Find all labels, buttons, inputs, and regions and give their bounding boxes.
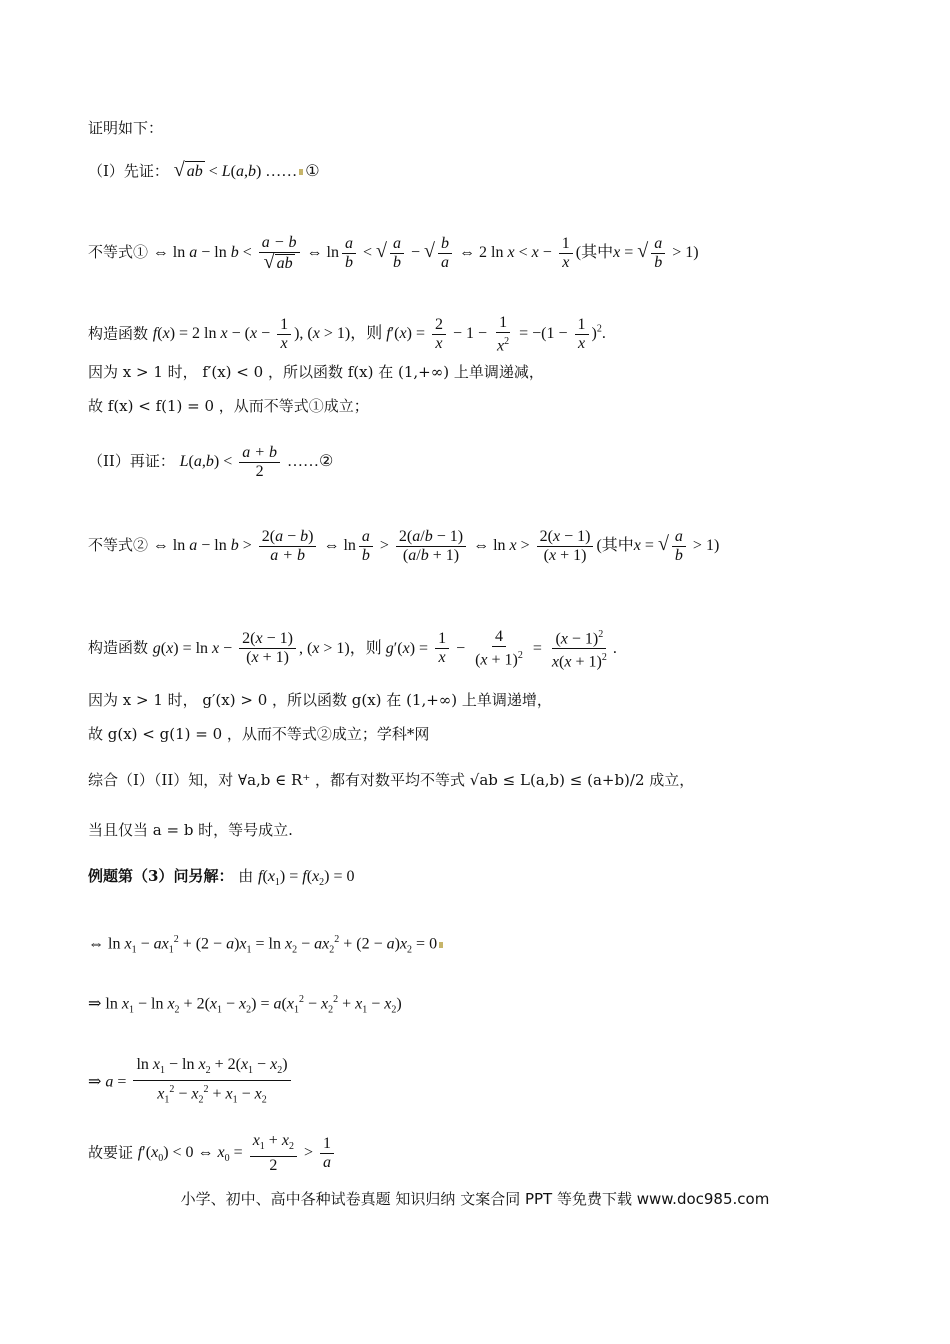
conclusion1-line: 综合（I）（II）知，对 ∀a,b ∈ R⁺ ，都有对数平均不等式 √ab ≤ L(a,b) ≤ (a+b)/2 成立，: [88, 771, 695, 789]
construct1-expr: f(x) = 2 ln x − (x − $\frac{1}{x}$ ), (x > 1)，则 f′(x) = $\frac{2}{x}$ − 1 − $\frac{1}{x^2}$ = −(1 − $\frac{1}{x}$ )$^2$.: [152, 314, 606, 355]
ineq2-label: 不等式②: [88, 536, 149, 555]
part1-line: [88, 160, 320, 182]
example-expr: $f(x_1) = f(x_2) = 0$: [258, 868, 355, 889]
step1-line: ⇔ $\ln x_1 - ax_1^2 + (2 - a)x_1 = \ln x_2 - ax_2^2 + (2 - a)x_2 = 0$: [88, 930, 445, 961]
because1-line: 因为 x > 1 时， f′(x) < 0 ，所以函数 f(x) 在 (1,+∞) 上单调递减，: [88, 363, 544, 381]
ineq1-line: [88, 234, 699, 273]
part2-line: [88, 444, 333, 481]
construct1-label: 构造函数: [88, 324, 149, 343]
ineq2-line: [88, 528, 719, 565]
example-by: 由: [238, 867, 254, 885]
final-label: 故要证: [88, 1143, 134, 1162]
footer-text: 小学、初中、高中各种试卷真题 知识归纳 文案合同 PPT 等免费下载 www.doc985.com: [180, 1190, 770, 1208]
construct2-line: [88, 626, 617, 672]
part1-label: （I）先证：: [88, 162, 169, 180]
ineq1-expr: ⇔ ln a − ln b < $\frac{a - b}{√ ab}$ ⇔ ln $\frac{a}{b}$ < √ $\frac{a}{b}$ − √ $\frac{b}{a}$ ⇔ 2 ln x < x − $\frac{1}{x}$ (其中x = √ $\frac{a}{b}$ > 1): [152, 234, 699, 273]
final-line: [88, 1132, 337, 1175]
part1-expr: √ ab < L(a,b) …… ①: [173, 159, 320, 181]
part2-expr: L(a,b) < $\frac{a + b}{2}$ ……②: [179, 444, 334, 480]
ineq2-expr: ⇔ ln a − ln b > $\frac{2(a - b)}{a + b}$ ⇔ ln $\frac{a}{b}$ > $\frac{2(a/b - 1)}{(a/b + 1)}$ ⇔ ln x > $\frac{2(x - 1)}{(x + 1)}$ (其中x = √ $\frac{a}{b}$ > 1): [152, 528, 720, 564]
construct1-line: [88, 314, 606, 355]
therefore2-line: 故 g(x) < g(1) = 0 ，从而不等式②成立；学科*网: [88, 725, 430, 743]
step3-line: ⇒ a = $\frac{\ln x_1 - \ln x_2 + 2(x_1 - x_2)}{x_1^2 - x_2^2 + x_1 - x_2}$: [88, 1056, 294, 1110]
step2-line: ⇒ $\ln x_1 - \ln x_2 + 2(x_1 - x_2) = a(x_1^2 - x_2^2 + x_1 - x_2)$: [88, 994, 402, 1016]
final-expr: $f'(x_0) < 0$ ⇔ $x_0$ = $\frac{x_1 + x_2}{2}$ > $\frac{1}{a}$: [138, 1144, 337, 1161]
therefore1-line: 故 f(x) < f(1) = 0 ，从而不等式①成立；: [88, 397, 369, 415]
construct2-label: 构造函数: [88, 638, 149, 657]
example-label: 例题第（3）问另解：: [88, 867, 234, 885]
example-line: [88, 866, 355, 893]
conclusion2-line: 当且仅当 a = b 时，等号成立.: [88, 821, 293, 839]
ineq1-label: 不等式①: [88, 243, 149, 262]
construct2-expr: g(x) = ln x − $\frac{2(x - 1)}{(x + 1)}$ , (x > 1)，则 g′(x) = $\frac{1}{x}$ − $\frac{4}{(x + 1)^2}$ = $\frac{(x - 1)^2}{x(x + 1)^2}$ .: [153, 640, 617, 657]
part2-label: （II）再证：: [88, 452, 175, 471]
intro-text: 证明如下：: [88, 119, 164, 137]
because2-line: 因为 x > 1 时， g′(x) > 0 ，所以函数 g(x) 在 (1,+∞) 上单调递增，: [88, 691, 552, 709]
